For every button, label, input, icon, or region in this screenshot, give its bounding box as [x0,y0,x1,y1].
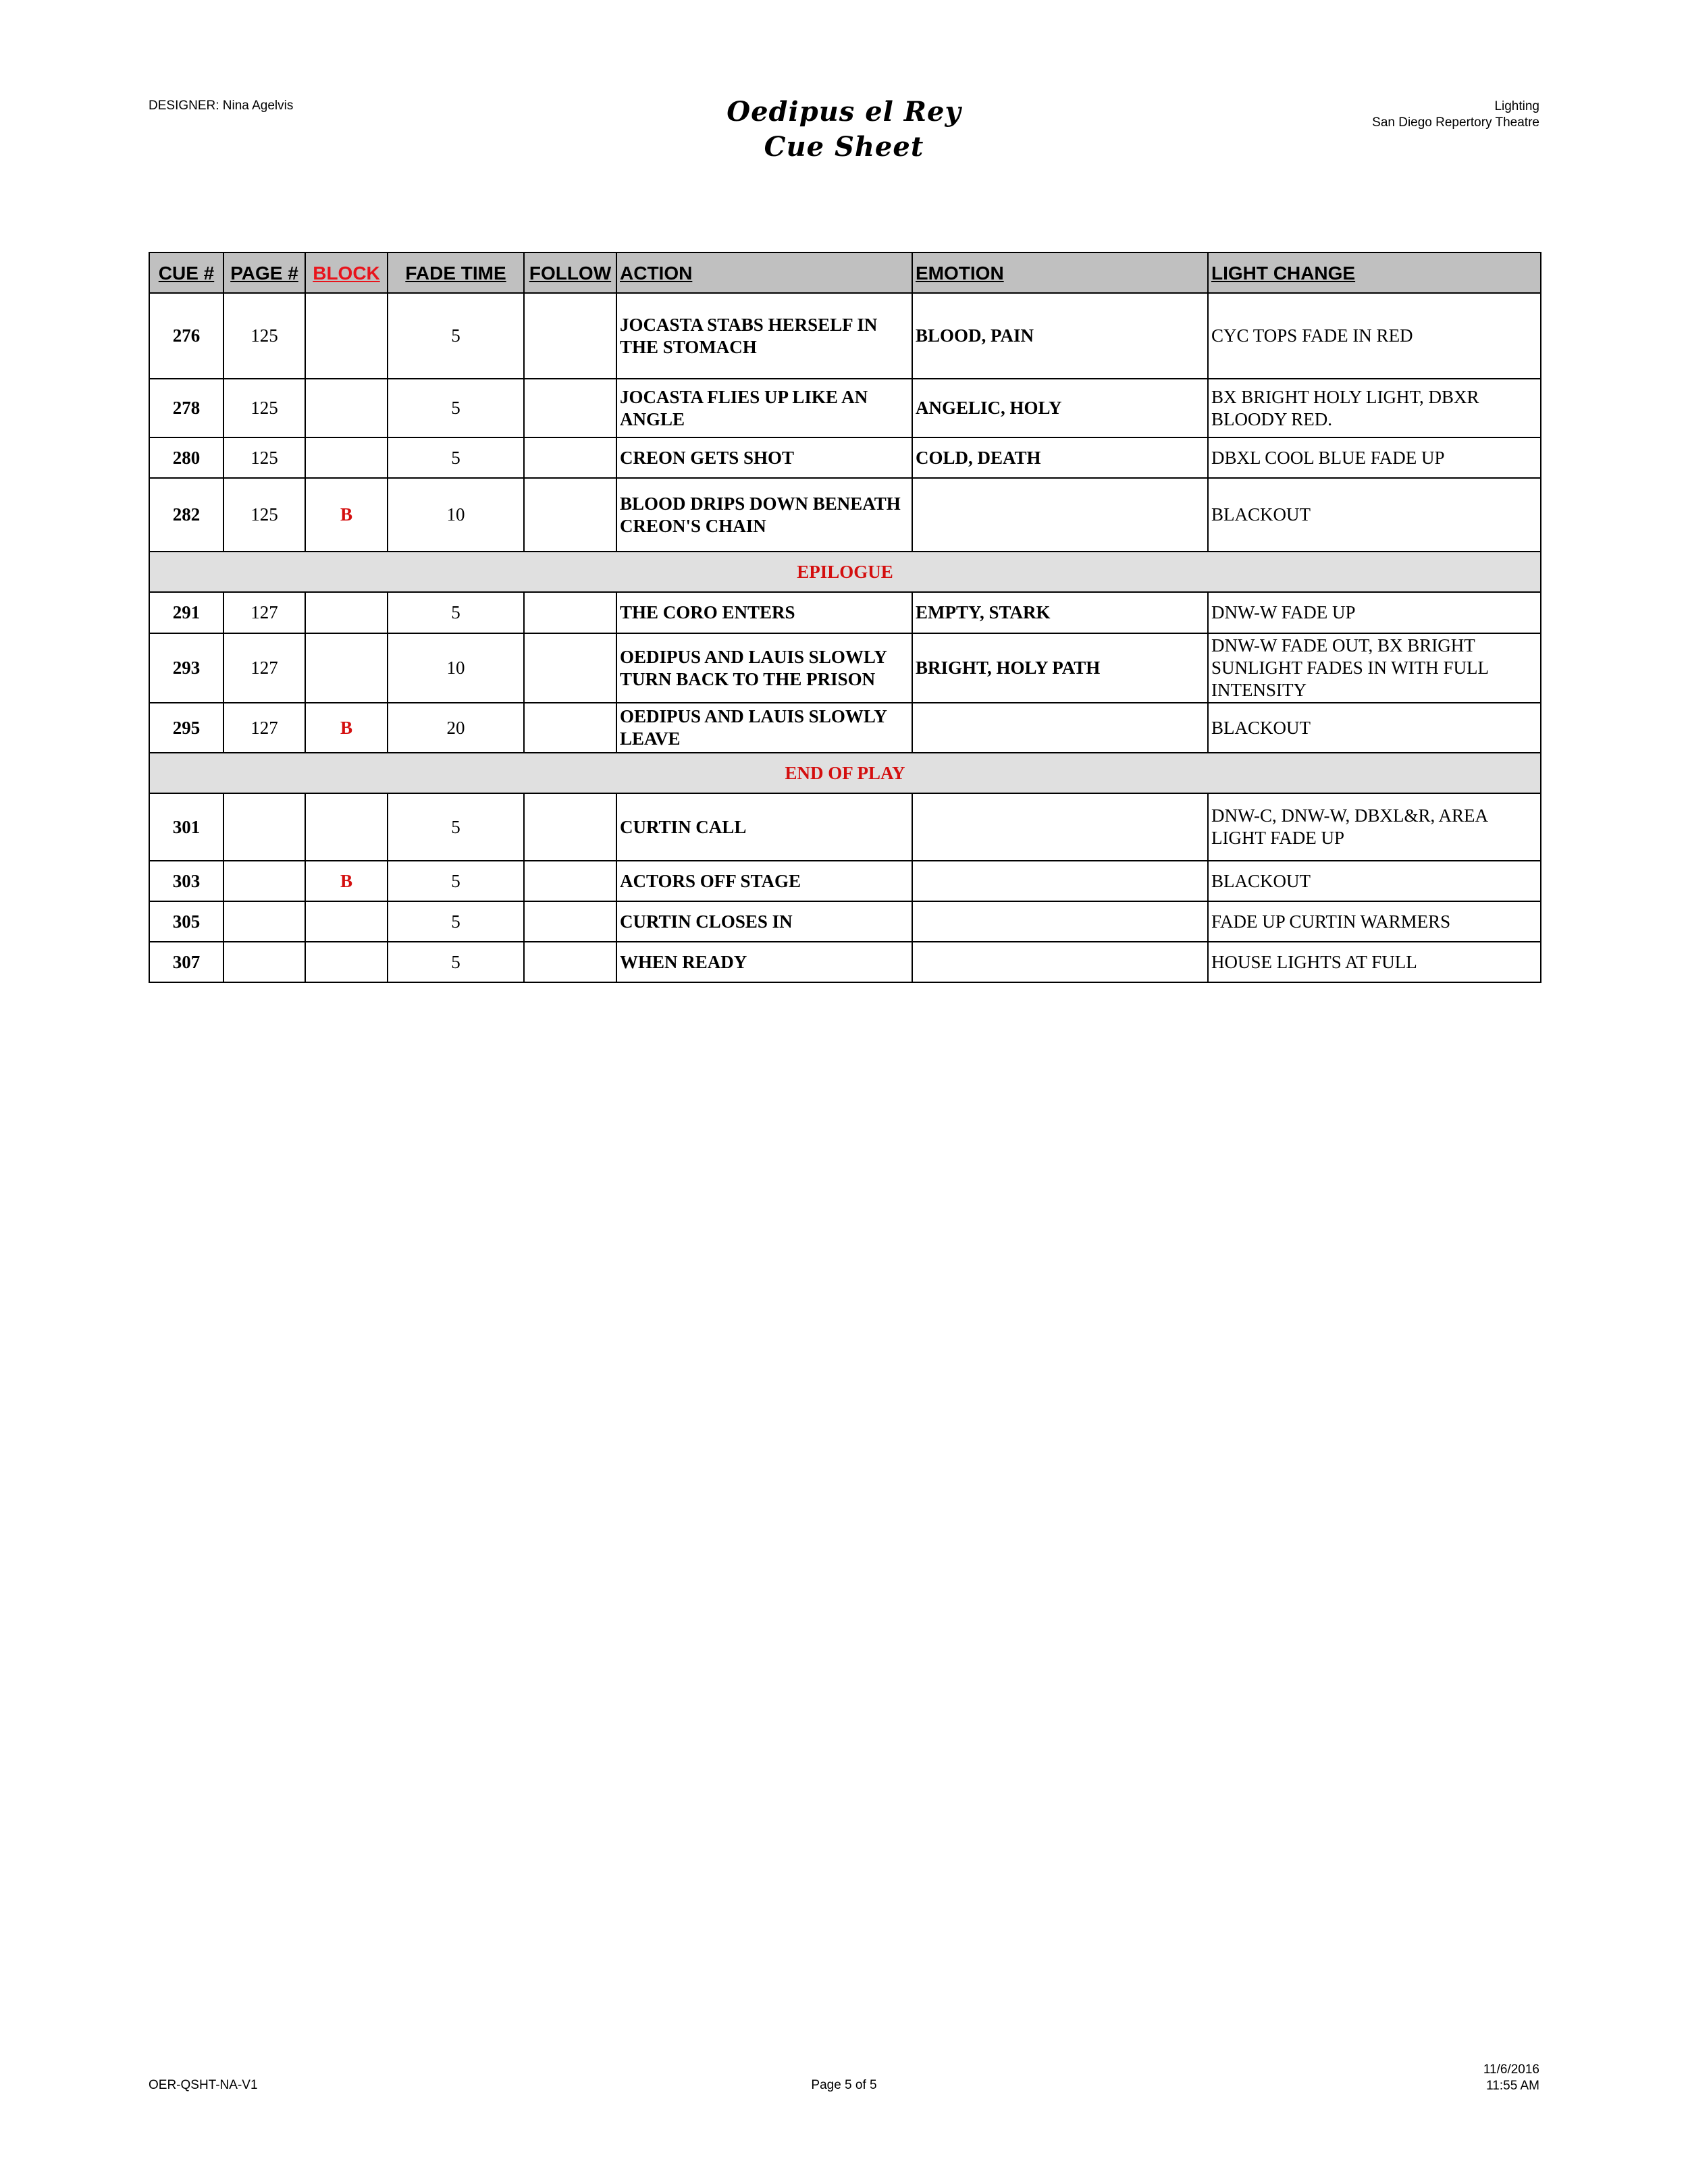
cue-action: ACTORS OFF STAGE [616,861,912,901]
page-number [223,861,305,901]
block-flag [305,437,388,478]
light-change: DNW-W FADE OUT, BX BRIGHT SUNLIGHT FADES IN WITH FULL INTENSITY [1208,633,1541,703]
light-change: HOUSE LIGHTS AT FULL [1208,942,1541,982]
page-indicator: Page 5 of 5 [811,2078,877,2092]
sheet-title: Cue Sheet [764,131,924,163]
fade-time: 5 [388,379,524,437]
col-page-header: PAGE # [223,252,305,293]
section-row-epilogue [149,552,1541,592]
light-change: FADE UP CURTIN WARMERS [1208,901,1541,942]
section-row-end-of-play [149,753,1541,793]
fade-time: 10 [388,633,524,703]
page-number: 125 [223,478,305,552]
follow-time [524,592,616,633]
cue-action: OEDIPUS AND LAUIS SLOWLY LEAVE [616,703,912,753]
block-flag [305,293,388,379]
cue-number: 293 [149,633,223,703]
light-change: DNW-W FADE UP [1208,592,1541,633]
show-title: Oedipus el Rey [727,96,961,128]
follow-time [524,437,616,478]
table-row [149,437,1541,478]
light-change: BLACKOUT [1208,478,1541,552]
cue-number: 282 [149,478,223,552]
cue-emotion [912,901,1208,942]
col-fade-header: FADE TIME [388,252,524,293]
col-action-header: ACTION [616,252,912,293]
department: Lighting [1494,99,1539,113]
cue-number: 276 [149,293,223,379]
print-time: 11:55 AM [1486,2079,1539,2093]
cue-number: 301 [149,793,223,861]
fade-time: 5 [388,592,524,633]
fade-time: 10 [388,478,524,552]
section-label: END OF PLAY [149,753,1541,793]
follow-time [524,379,616,437]
table-row [149,478,1541,552]
table-row [149,703,1541,753]
block-flag [305,592,388,633]
cue-emotion [912,861,1208,901]
table-header-row [149,252,1541,293]
page-number [223,793,305,861]
cue-number: 307 [149,942,223,982]
cue-action: BLOOD DRIPS DOWN BENEATH CREON'S CHAIN [616,478,912,552]
header-right [1372,99,1539,131]
light-change: BLACKOUT [1208,861,1541,901]
light-change: BLACKOUT [1208,703,1541,753]
cue-action: CREON GETS SHOT [616,437,912,478]
fade-time: 5 [388,861,524,901]
follow-time [524,633,616,703]
light-change: BX BRIGHT HOLY LIGHT, DBXR BLOODY RED. [1208,379,1541,437]
page-number: 125 [223,379,305,437]
col-cue-header: CUE # [149,252,223,293]
designer-credit: DESIGNER: Nina Agelvis [149,99,294,113]
table-row [149,633,1541,703]
cue-emotion [912,478,1208,552]
cue-number: 280 [149,437,223,478]
cue-number: 295 [149,703,223,753]
cue-number: 303 [149,861,223,901]
block-flag: B [305,703,388,753]
table-row [149,379,1541,437]
cue-action: JOCASTA FLIES UP LIKE AN ANGLE [616,379,912,437]
col-block-header: BLOCK [305,252,388,293]
follow-time [524,942,616,982]
page-number [223,942,305,982]
cue-number: 305 [149,901,223,942]
light-change: DNW-C, DNW-W, DBXL&R, AREA LIGHT FADE UP [1208,793,1541,861]
cue-table [149,252,1541,983]
cue-action: THE CORO ENTERS [616,592,912,633]
page-number: 125 [223,437,305,478]
document-code: OER-QSHT-NA-V1 [149,2078,258,2092]
follow-time [524,793,616,861]
block-flag [305,793,388,861]
cue-action: CURTIN CALL [616,793,912,861]
follow-time [524,293,616,379]
block-flag [305,901,388,942]
cue-action: JOCASTA STABS HERSELF IN THE STOMACH [616,293,912,379]
cue-action: WHEN READY [616,942,912,982]
table-row [149,592,1541,633]
cue-emotion: ANGELIC, HOLY [912,379,1208,437]
table-row [149,942,1541,982]
fade-time: 5 [388,793,524,861]
cue-action: CURTIN CLOSES IN [616,901,912,942]
fade-time: 20 [388,703,524,753]
cue-number: 291 [149,592,223,633]
block-flag [305,942,388,982]
print-date: 11/6/2016 [1483,2062,1539,2077]
block-flag [305,379,388,437]
follow-time [524,478,616,552]
block-flag: B [305,478,388,552]
table-row [149,861,1541,901]
follow-time [524,861,616,901]
cue-emotion [912,703,1208,753]
block-flag [305,633,388,703]
section-label: EPILOGUE [149,552,1541,592]
light-change: DBXL COOL BLUE FADE UP [1208,437,1541,478]
page-number [223,901,305,942]
fade-time: 5 [388,437,524,478]
cue-action: OEDIPUS AND LAUIS SLOWLY TURN BACK TO THE PRISON [616,633,912,703]
cue-number: 278 [149,379,223,437]
document-title [641,95,1047,165]
cue-emotion: COLD, DEATH [912,437,1208,478]
page-number: 127 [223,703,305,753]
col-emotion-header: EMOTION [912,252,1208,293]
theatre-name: San Diego Repertory Theatre [1372,115,1539,130]
cue-emotion: BRIGHT, HOLY PATH [912,633,1208,703]
cue-emotion [912,942,1208,982]
col-light-header: LIGHT CHANGE [1208,252,1541,293]
fade-time: 5 [388,942,524,982]
page-number: 125 [223,293,305,379]
fade-time: 5 [388,293,524,379]
page-number: 127 [223,633,305,703]
table-row [149,901,1541,942]
light-change: CYC TOPS FADE IN RED [1208,293,1541,379]
follow-time [524,703,616,753]
table-row [149,793,1541,861]
print-timestamp [1483,2062,1539,2094]
block-flag: B [305,861,388,901]
cue-emotion: EMPTY, STARK [912,592,1208,633]
cue-emotion [912,793,1208,861]
table-row [149,293,1541,379]
follow-time [524,901,616,942]
page-number: 127 [223,592,305,633]
fade-time: 5 [388,901,524,942]
col-follow-header: FOLLOW [524,252,616,293]
cue-emotion: BLOOD, PAIN [912,293,1208,379]
